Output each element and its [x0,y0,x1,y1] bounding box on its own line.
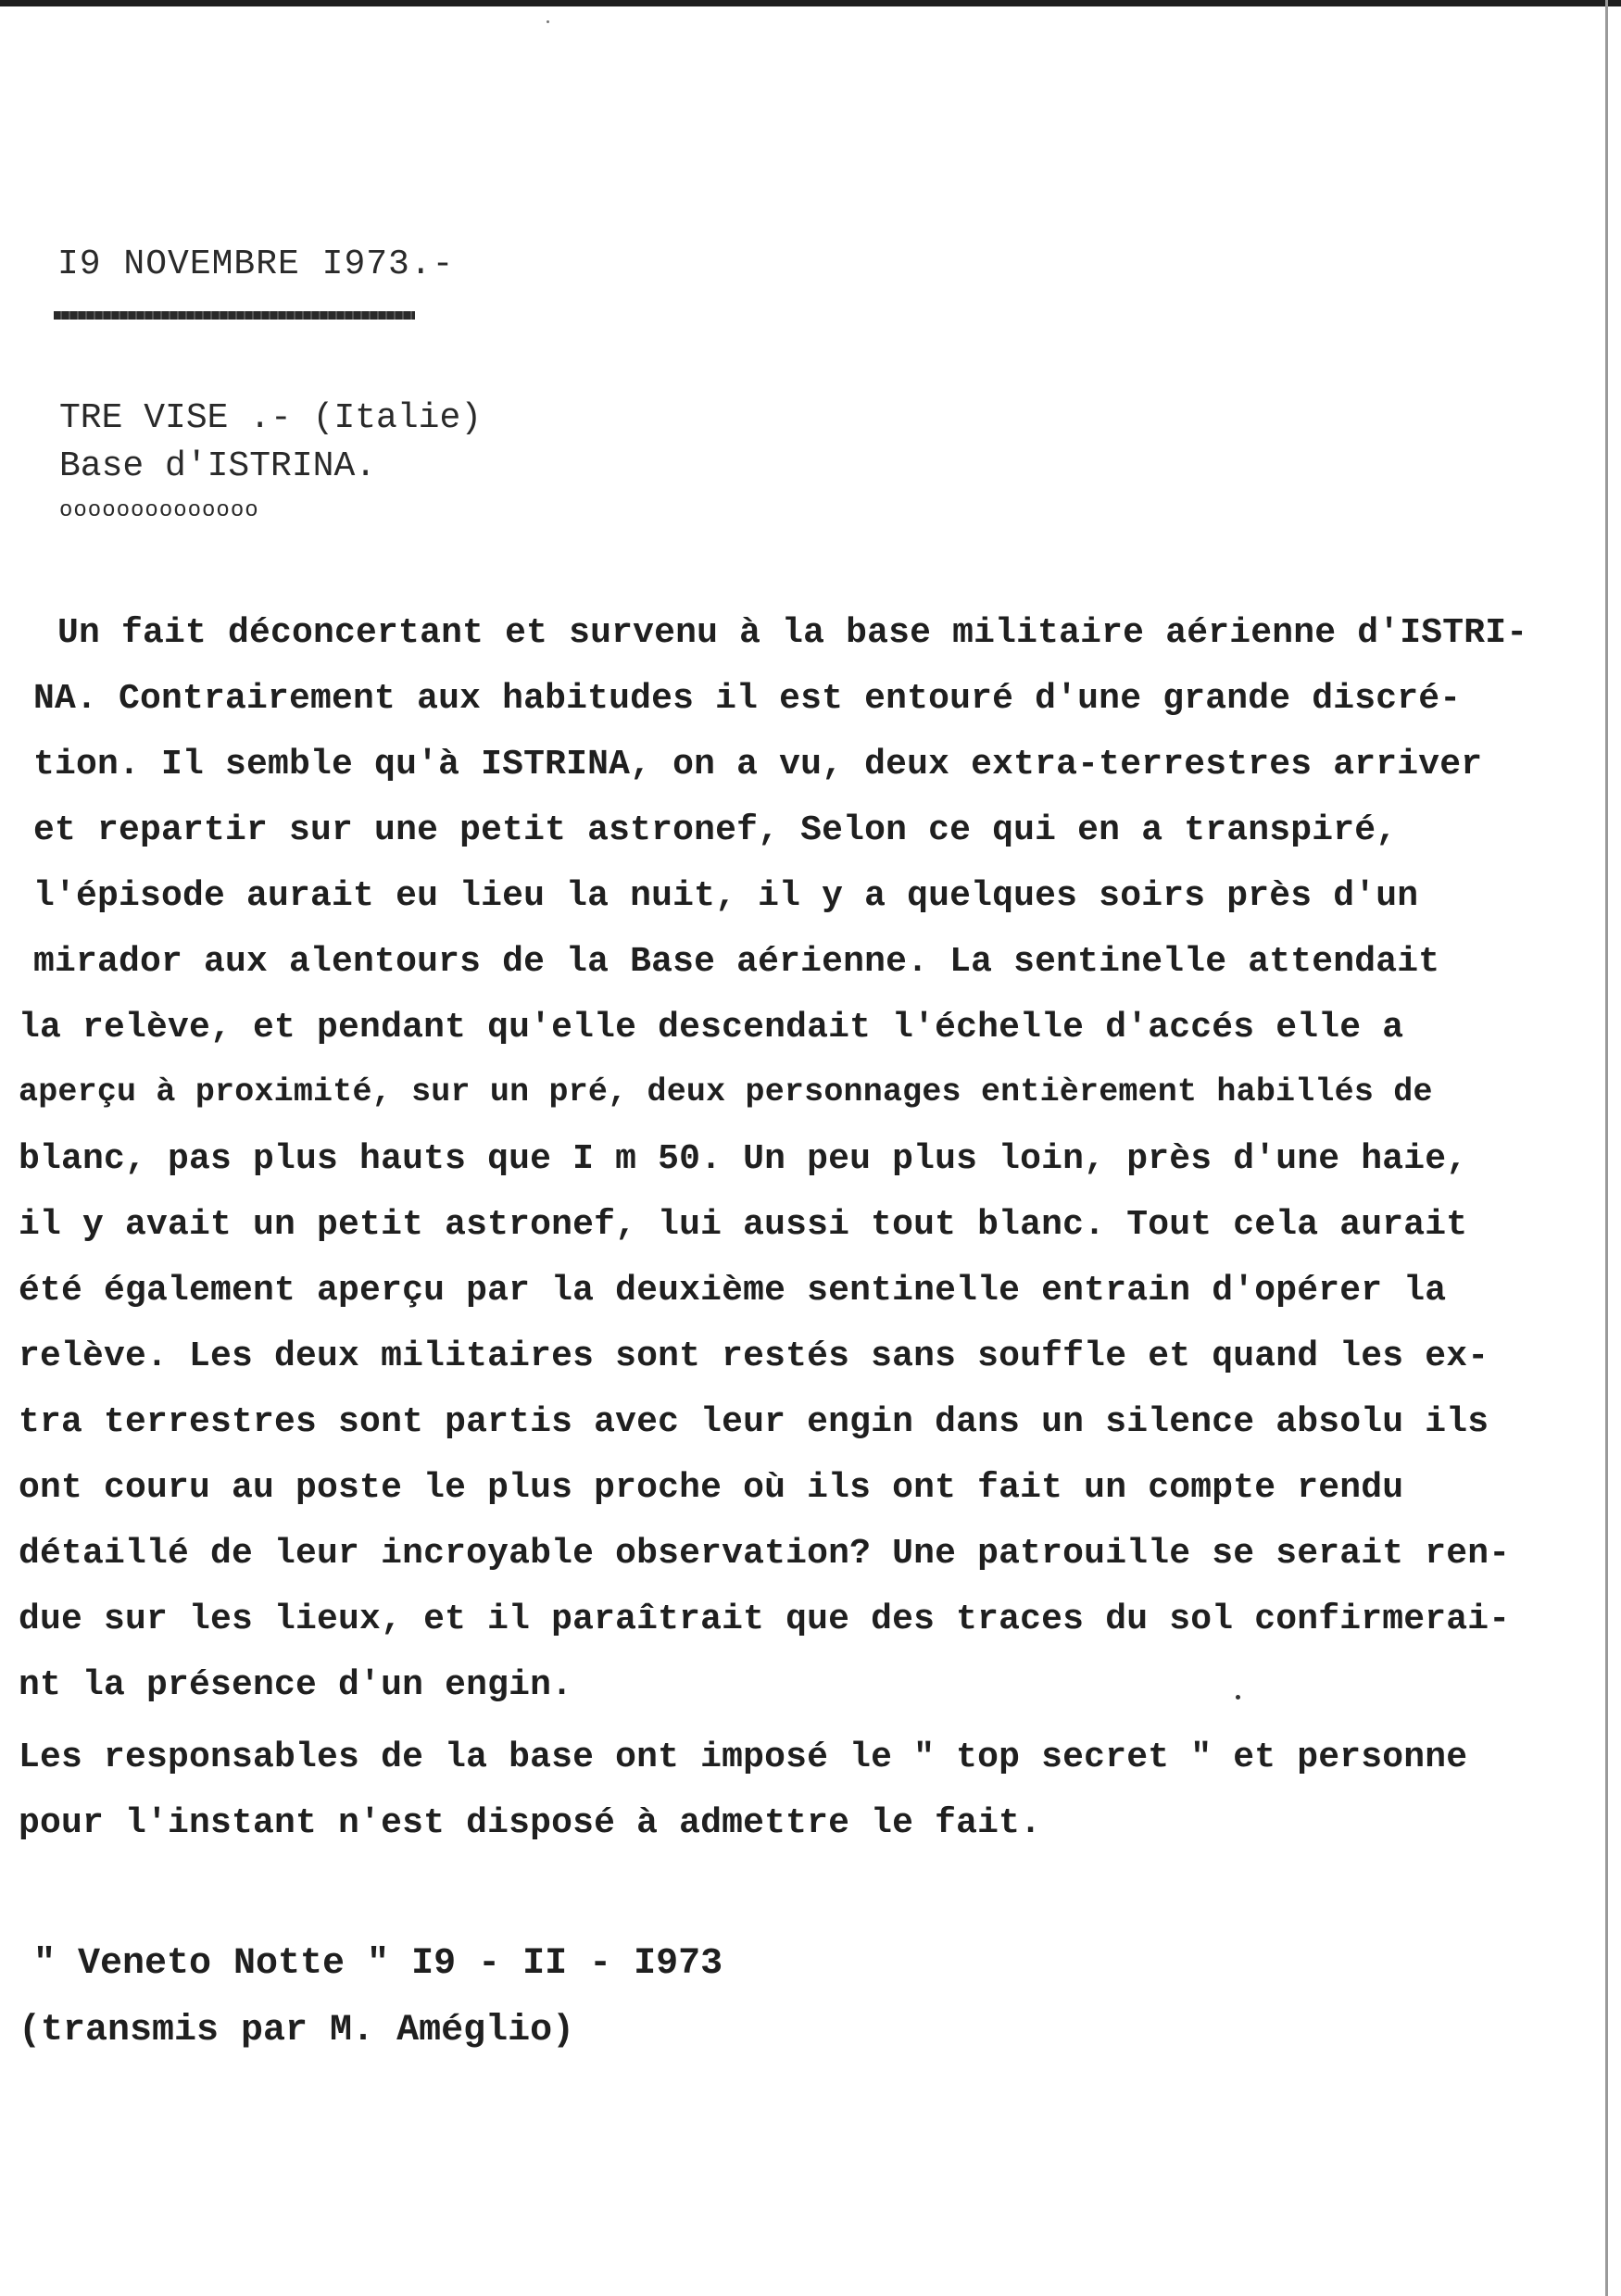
top-border [0,0,1621,6]
body-line: tion. Il semble qu'à ISTRINA, on a vu, deux extra-terrestres arriver [33,745,1483,784]
body-line: Un fait déconcertant et survenu à la base militaire aérienne d'ISTRI- [57,613,1528,653]
body-line: détaillé de leur incroyable observation? Une patrouille se serait ren- [19,1534,1511,1574]
body-line: aperçu à proximité, sur un pré, deux personnages entièrement habillés de [19,1073,1433,1110]
body-line: tra terrestres sont partis avec leur engin dans un silence absolu ils [19,1402,1489,1442]
ink-speck [1236,1695,1240,1700]
source-transmitted: (transmis par M. Améglio) [19,2010,575,2051]
body-line: été également aperçu par la deuxième sentinelle entrain d'opérer la [19,1271,1447,1311]
body-line: due sur les lieux, et il paraîtrait que des traces du sol confirmerai- [19,1600,1511,1639]
body-line: ont couru au poste le plus proche où ils ont fait un compte rendu [19,1468,1404,1508]
body-line: Les responsables de la base ont imposé le " top secret " et personne [19,1738,1468,1777]
place-subheading: Base d'ISTRINA. [59,446,377,486]
date-underline [54,311,415,320]
document-date: I9 NOVEMBRE I973.- [57,245,455,284]
ink-speck [547,20,549,23]
body-line: il y avait un petit astronef, lui aussi tout blanc. Tout cela aurait [19,1205,1468,1245]
body-line: et repartir sur une petit astronef, Selon ce qui en a transpiré, [33,810,1398,850]
body-line: nt la présence d'un engin. [19,1665,573,1705]
body-line: blanc, pas plus hauts que I m 50. Un peu plus loin, près d'une haie, [19,1139,1468,1179]
body-line: relève. Les deux militaires sont restés sans souffle et quand les ex- [19,1336,1489,1376]
body-line: l'épisode aurait eu lieu la nuit, il y a quelques soirs près d'un [33,876,1419,916]
place-decoration: oooooooooooooo [59,498,259,523]
body-line: pour l'instant n'est disposé à admettre le fait. [19,1803,1042,1843]
body-line: la relève, et pendant qu'elle descendait l'échelle d'accés elle a [19,1008,1404,1048]
page-edge [1605,0,1608,2296]
body-line: mirador aux alentours de la Base aérienne. La sentinelle attendait [33,942,1440,982]
source-citation: " Veneto Notte " I9 - II - I973 [33,1943,723,1985]
place-heading: TRE VISE .- (Italie) [59,398,483,438]
body-line: NA. Contrairement aux habitudes il est entouré d'une grande discré- [33,679,1462,719]
